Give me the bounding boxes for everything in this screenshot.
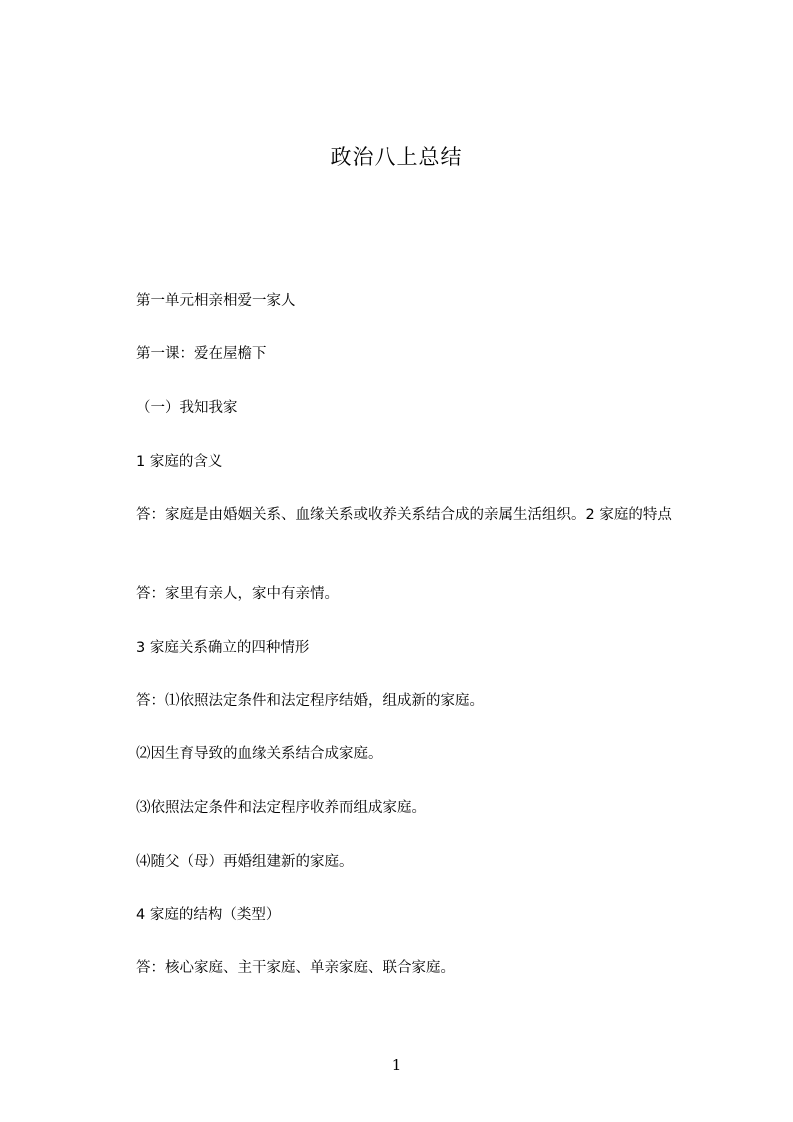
question-4: 4 家庭的结构（类型） [136, 907, 281, 923]
answer-3-item-3: ⑶依照法定条件和法定程序收养而组成家庭。 [136, 800, 426, 816]
answer-2: 答：家里有亲人，家中有亲情。 [136, 586, 339, 602]
document-title: 政治八上总结 [330, 145, 463, 169]
lesson-heading: 第一课：爱在屋檐下 [136, 346, 267, 362]
answer-3-item-1: 答：⑴依照法定条件和法定程序结婚，组成新的家庭。 [136, 693, 484, 709]
answer-1-paragraph: 答：家庭是由婚姻关系、血缘关系或收养关系结合成的亲属生活组织。2 家庭的特点 [136, 507, 672, 523]
page-number: 1 [391, 1056, 402, 1074]
answer-3-item-4: ⑷随父（母）再婚组建新的家庭。 [136, 854, 354, 870]
answer-4: 答：核心家庭、主干家庭、单亲家庭、联合家庭。 [136, 960, 455, 976]
question-3: 3 家庭关系确立的四种情形 [136, 640, 310, 656]
question-1: 1 家庭的含义 [136, 454, 223, 470]
answer-3-item-2: ⑵因生育导致的血缘关系结合成家庭。 [136, 746, 383, 762]
unit-heading: 第一单元相亲相爱一家人 [136, 293, 296, 309]
section-heading: （一）我知我家 [136, 400, 238, 416]
